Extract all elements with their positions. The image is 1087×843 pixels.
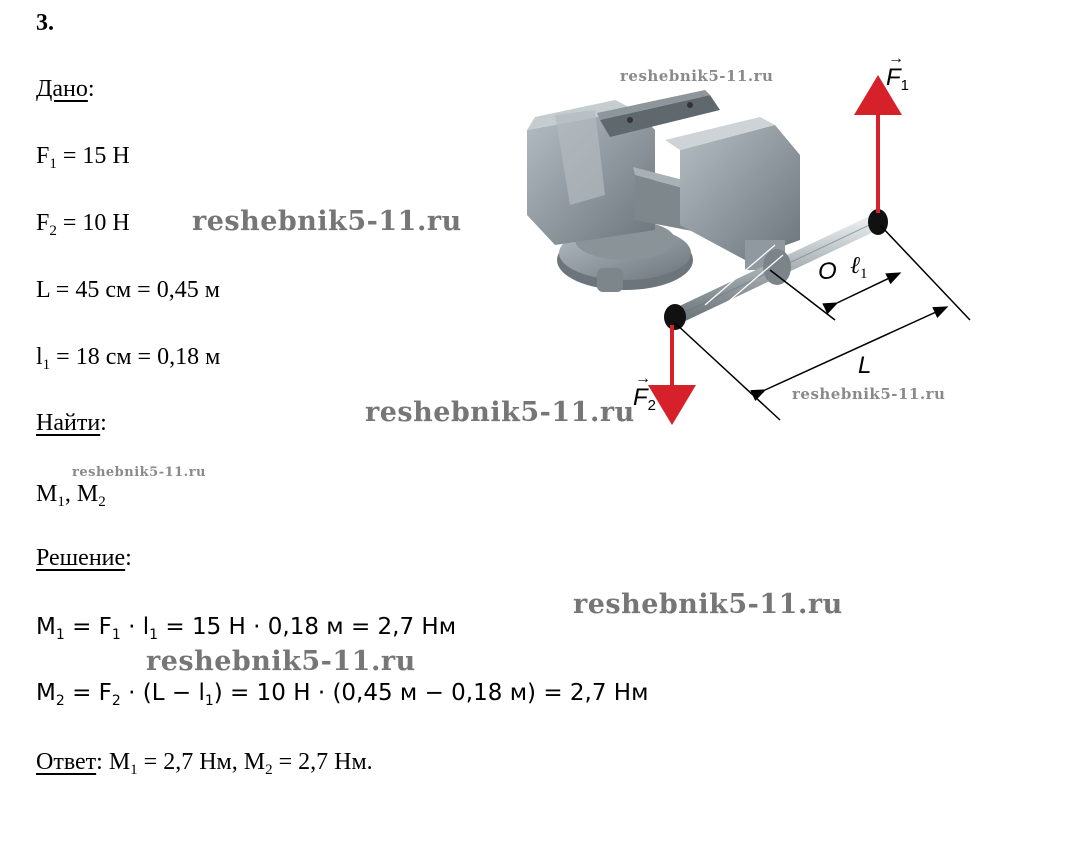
find-colon: :	[100, 410, 107, 436]
find-m2: М	[76, 481, 99, 507]
watermark-5: reshebnik5-11.ru	[72, 465, 207, 480]
eq2-lhs-sub: 2	[55, 693, 65, 709]
given-f1-value: = 15 Н	[56, 143, 130, 169]
given-l-symbol: L	[36, 277, 50, 303]
given-l-value: = 45 см = 0,45 м	[49, 277, 220, 303]
label-f2-vector-arrow: →	[635, 370, 651, 387]
watermark-2: reshebnik5-11.ru	[192, 206, 462, 237]
given-f2-symbol: F	[36, 210, 50, 236]
watermark-1: reshebnik5-11.ru	[620, 67, 774, 85]
eq1-force: = F	[64, 614, 112, 640]
eq1-lhs: M	[36, 614, 56, 640]
given-l1-sub: 1	[42, 357, 51, 373]
answer-m2-value: = 2,7 Нм.	[272, 749, 373, 775]
eq2-lhs: M	[36, 680, 56, 706]
find-m2-sub: 2	[98, 494, 106, 510]
solution-colon: :	[125, 545, 132, 571]
eq1-arm-sub: 1	[149, 627, 159, 643]
equation-m1	[36, 614, 457, 643]
label-f2-text: F	[633, 384, 648, 411]
eq2-result: ) = 10 Н · (0,45 м − 0,18 м) = 2,7 Нм	[213, 680, 649, 706]
answer-colon: :	[96, 749, 103, 775]
given-f1-symbol: F	[36, 143, 50, 169]
given-f2-value: = 10 Н	[56, 210, 130, 236]
given-colon: :	[87, 76, 95, 102]
watermark-3: reshebnik5-11.ru	[792, 385, 946, 403]
label-f2	[633, 370, 657, 414]
watermark-7: reshebnik5-11.ru	[146, 646, 416, 677]
find-heading-line	[36, 410, 107, 437]
eq2-force-sub: 2	[111, 693, 121, 709]
given-item-l	[36, 277, 220, 304]
label-f1-text: F	[886, 64, 901, 91]
given-heading-line	[36, 76, 95, 103]
find-m1: М	[36, 481, 58, 507]
label-f1	[886, 50, 910, 94]
solution-heading-line	[36, 545, 132, 572]
eq2-force: = F	[64, 680, 112, 706]
eq2-arm: · (L − l	[120, 680, 205, 706]
label-l1	[850, 253, 868, 280]
given-item-f1	[36, 143, 130, 170]
find-m1-sub: 1	[57, 494, 65, 510]
given-f1-sub: 1	[49, 156, 57, 172]
find-heading: Найти	[36, 410, 101, 436]
given-l1-value: = 18 см = 0,18 м	[50, 344, 221, 370]
eq1-result: = 15 Н · 0,18 м = 2,7 Нм	[158, 614, 457, 640]
label-l1-text: ℓ	[850, 253, 860, 279]
label-l1-sub: 1	[860, 266, 868, 282]
solution-heading: Решение	[36, 545, 126, 571]
find-separator: ,	[64, 481, 77, 507]
answer-m1-value: = 2,7 Нм, М	[137, 749, 266, 775]
problem-number: 3.	[36, 10, 54, 36]
eq2-arm-sub: 1	[204, 693, 214, 709]
eq1-lhs-sub: 1	[55, 627, 65, 643]
given-heading: Дано	[36, 76, 88, 102]
given-item-f2	[36, 210, 130, 237]
equation-m2	[36, 680, 649, 709]
find-items	[36, 481, 106, 508]
label-o: O	[818, 258, 837, 285]
answer-m2-sub: 2	[265, 762, 273, 778]
label-f2-sub: 2	[647, 397, 657, 414]
answer-m1-sub: 1	[130, 762, 138, 778]
watermark-6: reshebnik5-11.ru	[573, 589, 843, 620]
label-big-l: L	[858, 352, 872, 379]
answer-m1: М	[102, 749, 131, 775]
label-f1-sub: 1	[900, 77, 910, 94]
vise-figure	[515, 55, 985, 430]
given-f2-sub: 2	[49, 223, 57, 239]
label-f1-vector-arrow: →	[888, 50, 904, 67]
given-item-l1	[36, 344, 220, 371]
given-l1-symbol: l	[36, 344, 43, 370]
eq1-arm: · l	[120, 614, 150, 640]
watermark-4: reshebnik5-11.ru	[365, 397, 635, 428]
answer-heading: Ответ	[36, 749, 97, 775]
answer-line	[36, 749, 373, 776]
eq1-force-sub: 1	[111, 627, 121, 643]
